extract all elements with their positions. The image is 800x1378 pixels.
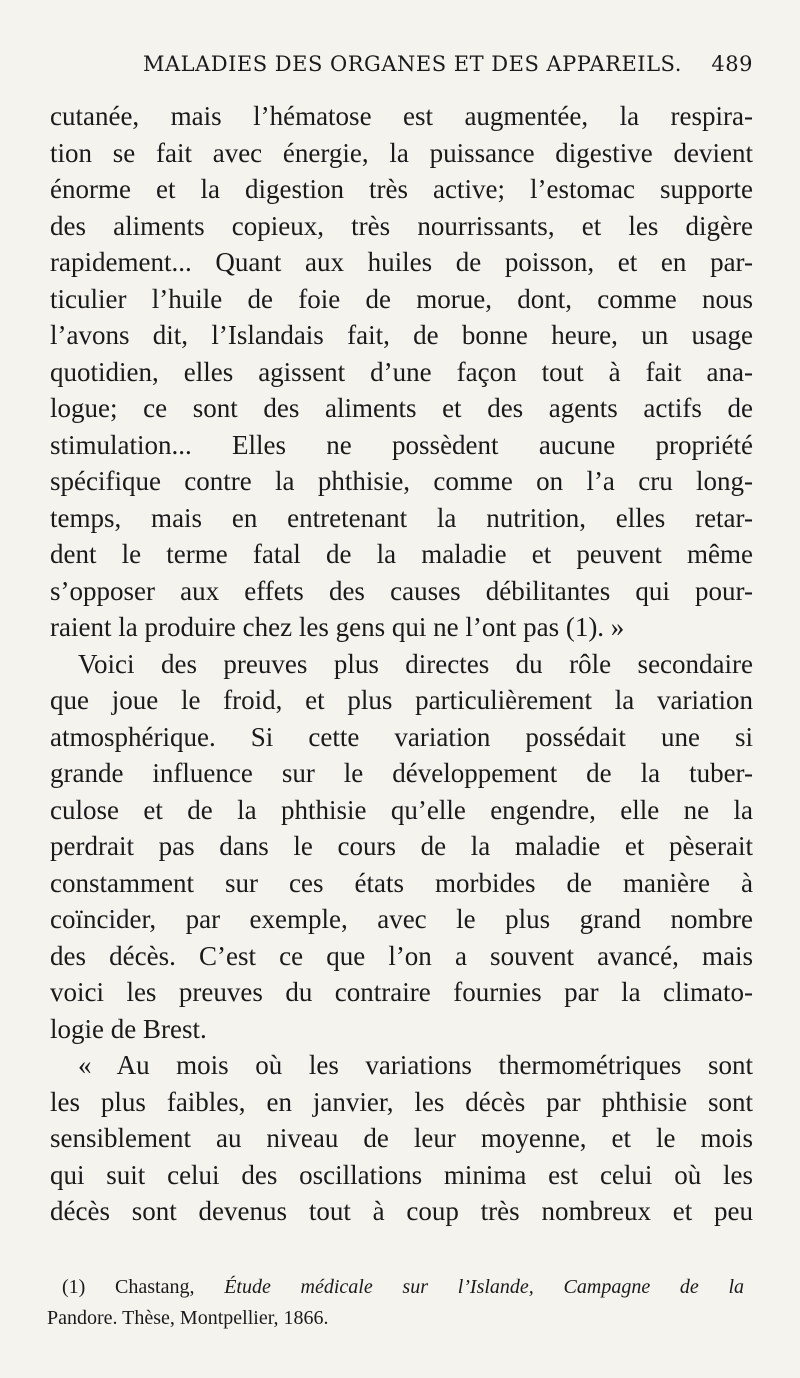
text-line: les plus faibles, en janvier, les décès par phthisie sont bbox=[50, 1086, 753, 1117]
text-line: dent le terme fatal de la maladie et peuvent même bbox=[50, 539, 753, 569]
footnote-line: Pandore. Thèse, Montpellier, 1866. bbox=[47, 1307, 329, 1329]
text-line: énorme et la digestion très active; l’estomac supporte bbox=[50, 174, 753, 204]
text-line: temps, mais en entretenant la nutrition, elles retar- bbox=[50, 502, 753, 533]
text-line: décès sont devenus tout à coup très nombreux et peu bbox=[50, 1196, 753, 1226]
running-header-title: MALADIES DES ORGANES ET DES APPAREILS. bbox=[143, 52, 682, 76]
running-header bbox=[143, 52, 753, 88]
text-line: atmosphérique. Si cette variation possédait une si bbox=[50, 721, 753, 752]
text-line: rapidement... Quant aux huiles de poisson, et en par- bbox=[50, 247, 753, 277]
text-line: quotidien, elles agissent d’une façon tout à fait ana- bbox=[50, 356, 753, 387]
text-line: cutanée, mais l’hématose est augmentée, la respira- bbox=[50, 101, 753, 131]
paragraph-start-line: Voici des preuves plus directes du rôle secondaire bbox=[78, 648, 753, 679]
text-line: voici les preuves du contraire fournies par la climato- bbox=[50, 977, 753, 1007]
text-line: constamment sur ces états morbides de manière à bbox=[50, 867, 753, 898]
text-line: perdrait pas dans le cours de la maladie et pèserait bbox=[50, 831, 753, 861]
text-line: stimulation... Elles ne possèdent aucune propriété bbox=[50, 429, 753, 460]
text-line: spécifique contre la phthisie, comme on l’a cru long- bbox=[50, 466, 753, 496]
text-line: s’opposer aux effets des causes débilitantes qui pour- bbox=[50, 575, 753, 606]
paragraph-start-line: « Au mois où les variations thermométriques sont bbox=[78, 1050, 753, 1080]
text-line: l’avons dit, l’Islandais fait, de bonne heure, un usage bbox=[50, 320, 753, 350]
text-line: grande influence sur le développement de la tuber- bbox=[50, 758, 753, 788]
footnote-title: Étude médicale sur l’Islande, bbox=[224, 1276, 534, 1298]
text-line: coïncider, par exemple, avec le plus grand nombre bbox=[50, 904, 753, 934]
text-line: tion se fait avec énergie, la puissance digestive devient bbox=[50, 137, 753, 168]
text-line: ticulier l’huile de foie de morue, dont, comme nous bbox=[50, 283, 753, 314]
footnote-marker: (1) Chastang, bbox=[62, 1276, 195, 1298]
footnote-line bbox=[62, 1272, 744, 1303]
text-line: qui suit celui des oscillations minima est celui où les bbox=[50, 1159, 753, 1190]
text-line: logue; ce sont des aliments et des agents actifs de bbox=[50, 393, 753, 423]
footnote-campaign: Campagne de la bbox=[563, 1276, 745, 1298]
text-line: culose et de la phthisie qu’elle engendre, elle ne la bbox=[50, 794, 753, 825]
text-line: que joue le froid, et plus particulièrement la variation bbox=[50, 685, 753, 715]
text-line: des aliments copieux, très nourrissants, et les digère bbox=[50, 210, 753, 241]
text-line: raient la produire chez les gens qui ne l’ont pas (1). » bbox=[50, 612, 625, 642]
footnote bbox=[47, 1272, 745, 1334]
text-line: sensiblement au niveau de leur moyenne, et le mois bbox=[50, 1123, 753, 1153]
text-line: des décès. C’est ce que l’on a souvent avancé, mais bbox=[50, 940, 753, 971]
body-text bbox=[50, 98, 753, 1230]
text-line: logie de Brest. bbox=[50, 1013, 207, 1044]
page-number: 489 bbox=[711, 52, 753, 76]
